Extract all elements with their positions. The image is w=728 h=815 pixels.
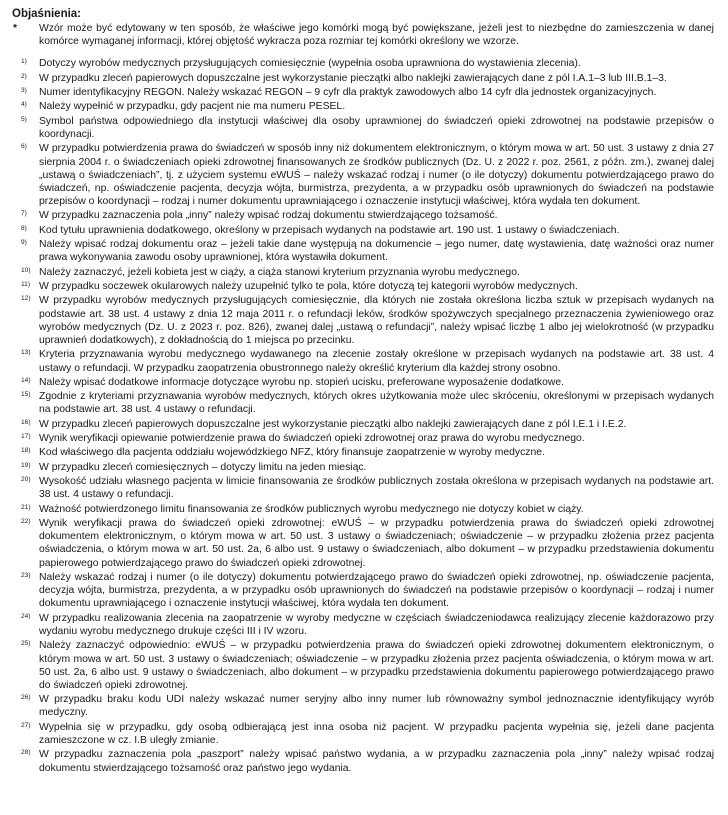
footnote-number: 4)	[21, 101, 27, 109]
footnote-text: Numer identyfikacyjny REGON. Należy wskazać REGON – 9 cyfr dla praktyk zawodowych albo 14 cyfr dla jednostek organizacyjnych.	[39, 87, 657, 99]
footnote-text: Należy wpisać rodzaj dokumentu oraz – jeżeli takie dane występują na dokumencie – jego numer, datę wystawienia, datę ważności oraz numer prawa wykonywania zawodu osoby uprawnionej, która wystawiła dokument.	[39, 239, 714, 264]
footnote-text: Kod właściwego dla pacjenta oddziału wojewódzkiego NFZ, który finansuje zaopatrzenie w wyroby medyczne.	[39, 447, 545, 459]
footnote-text: W przypadku zleceń comiesięcznych – dotyczy limitu na jeden miesiąc.	[39, 461, 367, 473]
footnote-number: 11)	[21, 281, 31, 289]
footnote-text: Należy zaznaczyć, jeżeli kobieta jest w ciąży, a ciąża stanowi kryterium przyznania wyrobu medycznego.	[39, 266, 520, 278]
footnote-text: Wynik weryfikacji opiewanie potwierdzenie prawa do świadczeń opieki zdrowotnej oraz prawa do wyrobu medycznego.	[39, 433, 585, 445]
footnote-number: 8)	[21, 224, 27, 232]
footnote-number: 3)	[21, 87, 27, 95]
footnote-item	[12, 280, 714, 293]
footnote-text: Wysokość udziału własnego pacjenta w limicie finansowania ze środków publicznych została określona w przepisach wydanych na podstawie art. 38 ust. 4 ustawy o refundacji.	[39, 476, 714, 501]
explanations-heading: Objaśnienia:	[12, 8, 82, 20]
footnote-item	[12, 100, 714, 113]
footnote-number: 25)	[21, 640, 31, 648]
footnote-number: 13)	[21, 349, 31, 357]
footnote-item	[12, 693, 714, 719]
footnote-number: 2)	[21, 72, 27, 80]
footnote-text: Ważność potwierdzonego limitu finansowania ze środków publicznych wyrobu medycznego nie dotyczy kobiet w ciąży.	[39, 503, 584, 515]
footnote-number: 24)	[21, 612, 31, 620]
footnote-number: 5)	[21, 115, 27, 123]
asterisk-marker: *	[13, 23, 18, 34]
footnote-number: 15)	[21, 391, 31, 399]
footnote-text: Zgodnie z kryteriami przyznawania wyrobów medycznych, których okres użytkowania może ulec skróceniu, określonymi w przepisach wydanych na podstawie art. 38 ust. 4 ustawy o refundacji.	[39, 391, 714, 416]
footnote-number: 1)	[21, 58, 27, 66]
footnote-number: 9)	[21, 239, 27, 247]
footnote-text: Symbol państwa odpowiedniego dla instytucji właściwej dla osoby uprawnionej do świadczeń opieki zdrowotnej na podstawie przepisów o koordynacji.	[39, 115, 714, 140]
footnote-number: 27)	[21, 721, 31, 729]
footnote-number: 23)	[21, 572, 31, 580]
footnote-number: 20)	[21, 476, 31, 484]
footnote-item	[12, 57, 714, 70]
footnote-item	[12, 612, 714, 638]
footnote-item	[12, 72, 714, 85]
footnote-item	[12, 475, 714, 501]
footnote-item	[12, 639, 714, 692]
footnote-item	[12, 517, 714, 570]
footnote-number: 19)	[21, 461, 31, 469]
footnote-number: 18)	[21, 447, 31, 455]
footnote-item	[12, 748, 714, 774]
footnote-text: Należy wskazać rodzaj i numer (o ile dotyczy) dokumentu potwierdzającego prawo do świadczeń opieki zdrowotnej, np. oświadczenie pacjenta, decyzja wójta, burmistrza, prezydenta, a w przypadku osób uprawnionych do świadczeń na podstawie przepisów o koordynacji – rodzaj i numer dokumentu uprawniającego i oznaczenie instytucji właściwej, która wydała ten dokument.	[39, 572, 714, 610]
footnote-number: 14)	[21, 376, 31, 384]
footnote-item	[12, 115, 714, 141]
footnote-item	[12, 446, 714, 459]
footnote-item	[12, 461, 714, 474]
footnote-number: 26)	[21, 694, 31, 702]
asterisk-note-text: Wzór może być edytowany w ten sposób, że właściwe jego komórki mogą być powiększane, jeżeli jest to niezbędne do zamieszczenia w danej komórce wymaganej informacji, której objętość wykracza poza rozmiar tej komórki określony we wzorze.	[39, 23, 714, 48]
footnote-text: W przypadku zaznaczenia pola „paszport” należy wpisać państwo wydania, a w przypadku zaznaczenia pola „inny” należy wpisać rodzaj dokumentu stwierdzającego tożsamość oraz państwo jego wydania.	[39, 749, 714, 774]
footnote-text: Wynik weryfikacji prawa do świadczeń opieki zdrowotnej: eWUŚ – w przypadku potwierdzenia prawa do świadczeń opieki zdrowotnej dokumentem elektronicznym, o którym mowa w art. 50 ust. 3 ustawy o świadczeniach; oświadczenie – w przypadku złożenia przez pacjenta oświadczenia, o którym mowa w art. 50 ust. 2a, 6 albo ust. 9 ustawy o świadczeniach, albo dokument – w przypadku przedstawienia dokumentu papierowego potwierdzającego prawo do świadczeń opieki zdrowotnej.	[39, 518, 714, 569]
footnote-text: Należy wypełnić w przypadku, gdy pacjent nie ma numeru PESEL.	[39, 101, 346, 113]
footnote-number: 6)	[21, 143, 27, 151]
footnote-text: Należy zaznaczyć odpowiednio: eWUŚ – w przypadku potwierdzenia prawa do świadczeń opieki zdrowotnej dokumentem elektronicznym, o którym mowa w art. 50 ust. 3 ustawy o świadczeniach; oświadczenie – w przypadku złożenia przez pacjenta oświadczenia, o którym mowa w art. 50 ust. 2a, 6 albo ust. 9 ustawy o świadczeniach, albo dokument – w przypadku przedstawienia dokumentu papierowego potwierdzającego prawo do świadczeń opieki zdrowotnej.	[39, 640, 714, 691]
footnote-number: 21)	[21, 503, 31, 511]
footnote-text: W przypadku zleceń papierowych dopuszczalne jest wykorzystanie pieczątki albo naklejki zawierających dane z pól I.A.1–3 lub III.B.1–3.	[39, 72, 667, 84]
footnote-item	[12, 238, 714, 264]
footnote-item	[12, 390, 714, 416]
footnote-number: 12)	[21, 295, 31, 303]
footnote-text: W przypadku realizowania zlecenia na zaopatrzenie w wyroby medyczne w częściach świadczeniodawca realizujący zlecenie każdorazowo przy wydaniu wyrobu medycznego drukuje części III i IV wzoru.	[39, 612, 714, 637]
footnote-item	[12, 224, 714, 237]
footnote-text: W przypadku soczewek okularowych należy uzupełnić tylko te pola, które dotyczą tej kategorii wyrobów medycznych.	[39, 281, 578, 293]
footnote-text: W przypadku zaznaczenia pola „inny” należy wpisać rodzaj dokumentu stwierdzającego tożsamość.	[39, 210, 498, 222]
asterisk-note	[12, 22, 714, 48]
footnote-item	[12, 209, 714, 222]
footnote-text: W przypadku wyrobów medycznych przysługujących comiesięcznie, dla których nie została określona liczba sztuk w przepisach wydanych na podstawie art. 38 ust. 4 ustawy z dnia 12 maja 2011 r. o refundacji leków, środków spożywczych specjalnego przeznaczenia żywieniowego oraz wyrobów medycznych (Dz. U. z 2023 r. poz. 826), zwanej dalej „ustawą o refundacji”, należy wpisać liczbę 1 albo jej wielokrotność (w przypadku uprawnień dodatkowych), z dokładnością do 1 miejsca po przecinku.	[39, 295, 714, 347]
footnote-text: Wypełnia się w przypadku, gdy osobą odbierającą jest inna osoba niż pacjent. W przypadku pacjenta wypełnia się, jeżeli dane pacjenta zamieszczone w cz. I.B uległy zmianie.	[39, 721, 714, 747]
footnote-number: 16)	[21, 418, 31, 426]
footnote-item	[12, 571, 714, 611]
footnote-list	[12, 57, 714, 774]
footnote-text: Kryteria przyznawania wyrobu medycznego wydawanego na zlecenie zostały określone w przepisach wydanych na podstawie art. 38 ust. 4 ustawy o refundacji. W przypadku zaopatrzenia obustronnego należy określić kryterium dla każdej strony osobno.	[39, 349, 714, 374]
footnote-item	[12, 142, 714, 208]
footnote-item	[12, 721, 714, 747]
footnote-number: 10)	[21, 266, 31, 274]
footnote-text: Należy wpisać dodatkowe informacje dotyczące wyrobu np. stopień ucisku, preferowane wyposażenie dodatkowe.	[39, 376, 565, 388]
footnote-item	[12, 86, 714, 99]
footnote-number: 17)	[21, 433, 31, 441]
footnote-number: 28)	[21, 749, 31, 757]
footnote-item	[12, 294, 714, 347]
footnote-item	[12, 348, 714, 374]
footnote-item	[12, 418, 714, 431]
footnote-item	[12, 432, 714, 445]
footnote-item	[12, 503, 714, 516]
footnote-text: W przypadku braku kodu UDI należy wskazać numer seryjny albo inny numer lub równoważny symbol jednoznacznie identyfikujący wyrób medyczny.	[39, 694, 714, 719]
footnote-number: 22)	[21, 518, 31, 526]
footnote-text: W przypadku zleceń papierowych dopuszczalne jest wykorzystanie pieczątki albo naklejki zawierających dane z pól I.E.1 i I.E.2.	[39, 418, 627, 430]
footnote-text: Kod tytułu uprawnienia dodatkowego, określony w przepisach wydanych na podstawie art. 190 ust. 1 ustawy o świadczeniach.	[39, 224, 620, 236]
footnote-item	[12, 376, 714, 389]
footnote-text: Dotyczy wyrobów medycznych przysługujących comiesięcznie (wypełnia osoba uprawniona do wystawienia zlecenia).	[39, 58, 581, 70]
footnote-text: W przypadku potwierdzenia prawa do świadczeń w sposób inny niż dokumentem elektronicznym, o którym mowa w art. 50 ust. 3 ustawy z dnia 27 sierpnia 2004 r. o świadczeniach opieki zdrowotnej finansowanych ze środków publicznych (Dz. U. z 2022 r. poz. 2561, z późn. zm.), zwanej dalej „ustawą o świadczeniach”, tj. z użyciem systemu eWUŚ – należy wskazać rodzaj i numer (o ile dotyczy) dokumentu potwierdzającego prawo do świadczeń, np. oświadczenie pacjenta, decyzja wójta, burmistrza, prezydenta, a w przypadku osób uprawnionych do świadczeń na podstawie przepisów o koordynacji – rodzaj i numer dokumentu uprawniającego i oznaczenie instytucji właściwej, która wydała ten dokument.	[39, 143, 714, 208]
footnote-number: 7)	[21, 210, 27, 218]
footnote-item	[12, 266, 714, 279]
